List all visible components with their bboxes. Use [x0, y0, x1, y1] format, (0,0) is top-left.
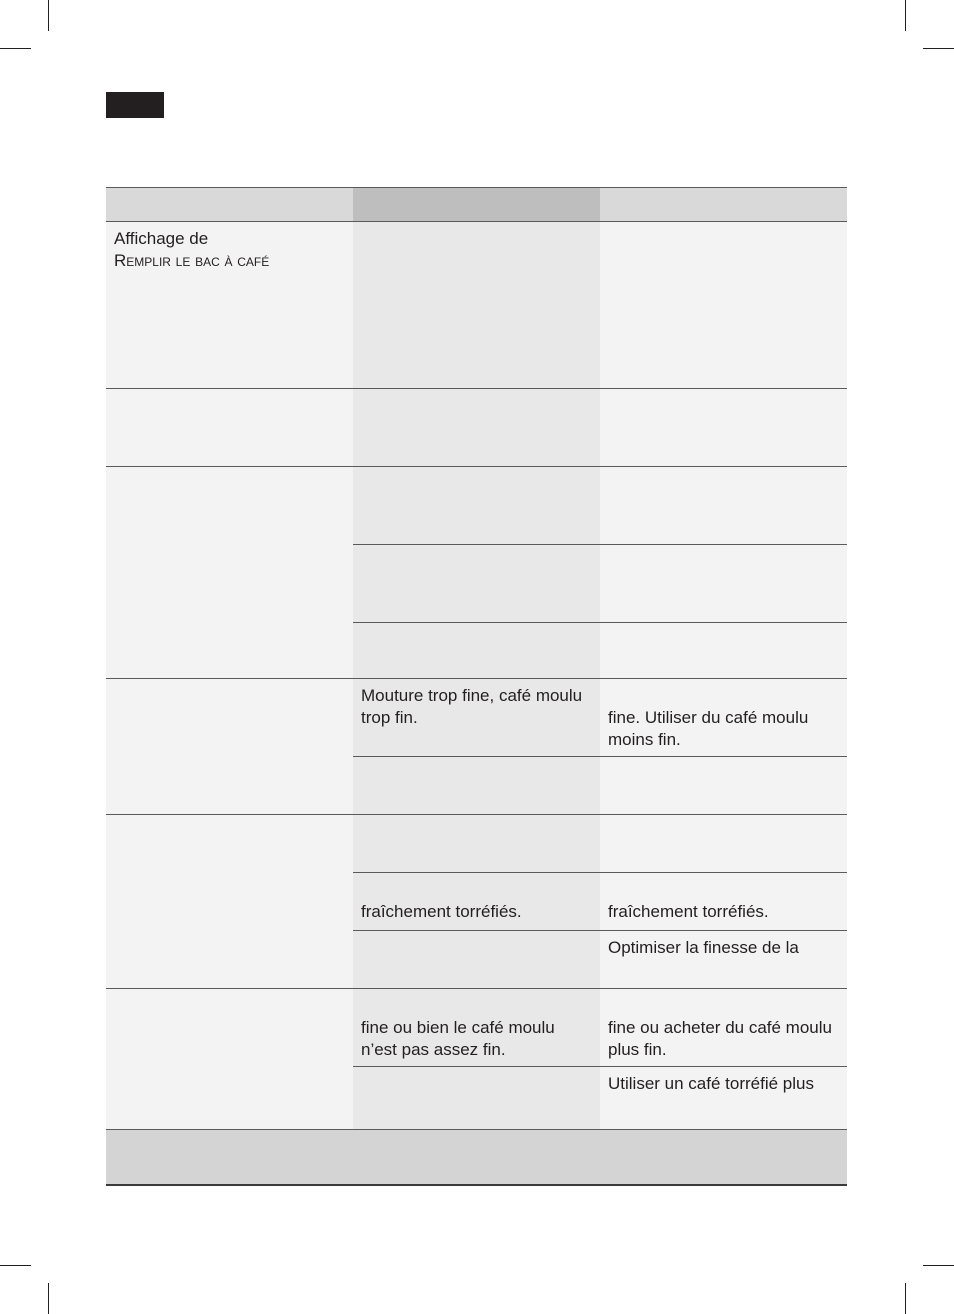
crop-mark	[905, 0, 906, 31]
crop-mark	[905, 1283, 906, 1314]
problem-cell	[106, 389, 353, 466]
table-row	[106, 388, 847, 466]
cause-cell	[353, 545, 600, 622]
crop-mark	[48, 1283, 49, 1314]
header-cell	[106, 188, 353, 221]
problem-cell	[106, 467, 353, 678]
cause-cell: Mouture trop fine, café moulu trop fin.	[353, 679, 600, 756]
solution-cell: fine ou acheter du café moulu plus fin.	[600, 989, 847, 1066]
solution-cell	[600, 222, 847, 388]
problem-cell	[106, 679, 353, 814]
crop-mark	[923, 48, 954, 49]
problem-text: Affichage de	[114, 229, 209, 248]
cause-cell	[353, 815, 600, 872]
header-cell	[600, 188, 847, 221]
cause-cell	[353, 389, 600, 466]
display-message: Remplir le bac à café	[114, 251, 270, 270]
table-row	[106, 678, 847, 814]
solution-cell: fine. Utiliser du café moulu moins fin.	[600, 679, 847, 756]
solution-cell	[600, 623, 847, 678]
cause-cell	[353, 467, 600, 544]
crop-mark	[0, 48, 31, 49]
language-tab	[106, 92, 164, 118]
solution-cell	[600, 815, 847, 872]
cause-cell: fine ou bien le café moulu n’est pas assez fin.	[353, 989, 600, 1066]
cause-cell	[353, 623, 600, 678]
cause-cell	[353, 931, 600, 988]
cause-cell: fraîchement torréfiés.	[353, 873, 600, 930]
crop-mark	[48, 0, 49, 31]
header-cell	[353, 188, 600, 221]
cause-cell	[353, 222, 600, 388]
table-header	[106, 187, 847, 221]
problem-cell	[106, 815, 353, 988]
troubleshooting-table	[106, 187, 847, 1186]
solution-cell: Optimiser la finesse de la	[600, 931, 847, 988]
table-row	[106, 221, 847, 388]
table-footer	[106, 1129, 847, 1186]
crop-mark	[0, 1265, 31, 1266]
cause-cell	[353, 757, 600, 814]
solution-cell	[600, 757, 847, 814]
solution-cell	[600, 545, 847, 622]
problem-cell	[106, 222, 353, 388]
problem-cell	[106, 989, 353, 1129]
crop-mark	[923, 1265, 954, 1266]
solution-cell: Utiliser un café torréfié plus	[600, 1067, 847, 1129]
table-row	[106, 988, 847, 1129]
table-row	[106, 814, 847, 988]
solution-cell	[600, 467, 847, 544]
solution-cell: fraîchement torréfiés.	[600, 873, 847, 930]
table-row	[106, 466, 847, 678]
solution-cell	[600, 389, 847, 466]
cause-cell	[353, 1067, 600, 1129]
